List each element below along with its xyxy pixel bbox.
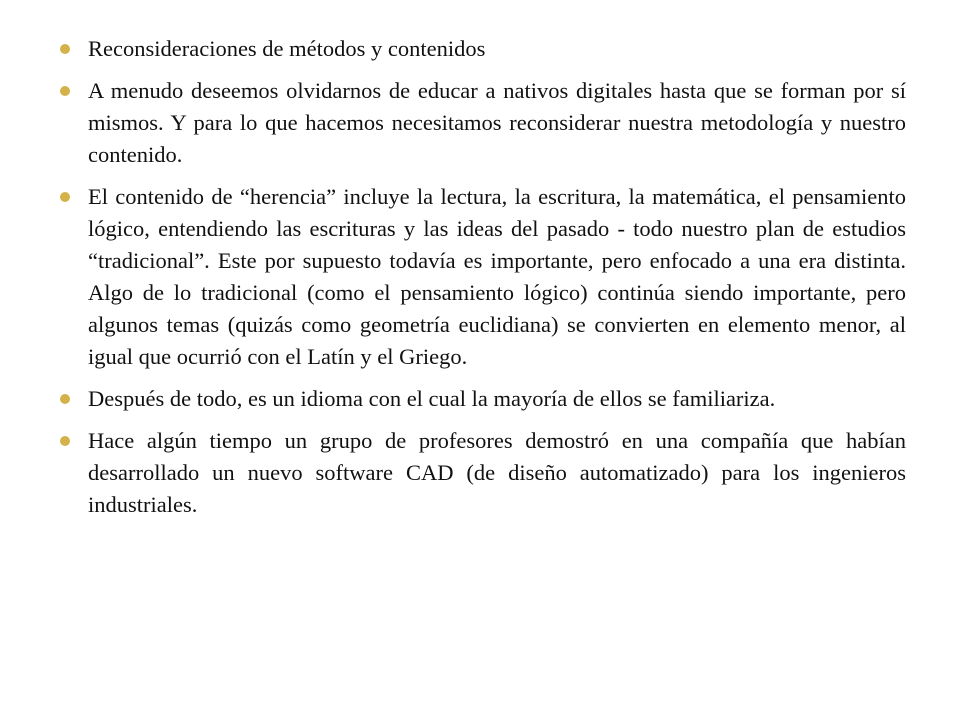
bullet-dot-icon	[60, 394, 70, 404]
bullet-item	[60, 33, 906, 65]
bullet-text: Hace algún tiempo un grupo de profesores demostró en una compañía que habían desarrollado un nuevo software CAD (de diseño automatizado) para los ingenieros industriales.	[88, 428, 906, 517]
bullet-dot-icon	[60, 44, 70, 54]
bullet-item	[60, 75, 906, 171]
bullet-dot-icon	[60, 192, 70, 202]
bullet-list	[60, 33, 906, 521]
bullet-dot-icon	[60, 86, 70, 96]
bullet-item	[60, 181, 906, 373]
bullet-text: Después de todo, es un idioma con el cual la mayoría de ellos se familiariza.	[88, 386, 776, 411]
bullet-item	[60, 425, 906, 521]
bullet-text: El contenido de “herencia” incluye la lectura, la escritura, la matemática, el pensamiento lógico, entendiendo las escrituras y las ideas del pasado - todo nuestro plan de estudios “tradicional”. Este por supuesto todavía es importante, pero enfocado a una era distinta. Algo de lo tradicional (como el pensamiento lógico) continúa siendo importante, pero algunos temas (quizás como geometría euclidiana) se convierten en elemento menor, al igual que ocurrió con el Latín y el Griego.	[88, 184, 906, 369]
bullet-dot-icon	[60, 436, 70, 446]
bullet-item	[60, 383, 906, 415]
bullet-text: A menudo deseemos olvidarnos de educar a nativos digitales hasta que se forman por sí mismos. Y para lo que hacemos necesitamos reconsiderar nuestra metodología y nuestro contenido.	[88, 78, 906, 167]
bullet-text: Reconsideraciones de métodos y contenidos	[88, 36, 486, 61]
